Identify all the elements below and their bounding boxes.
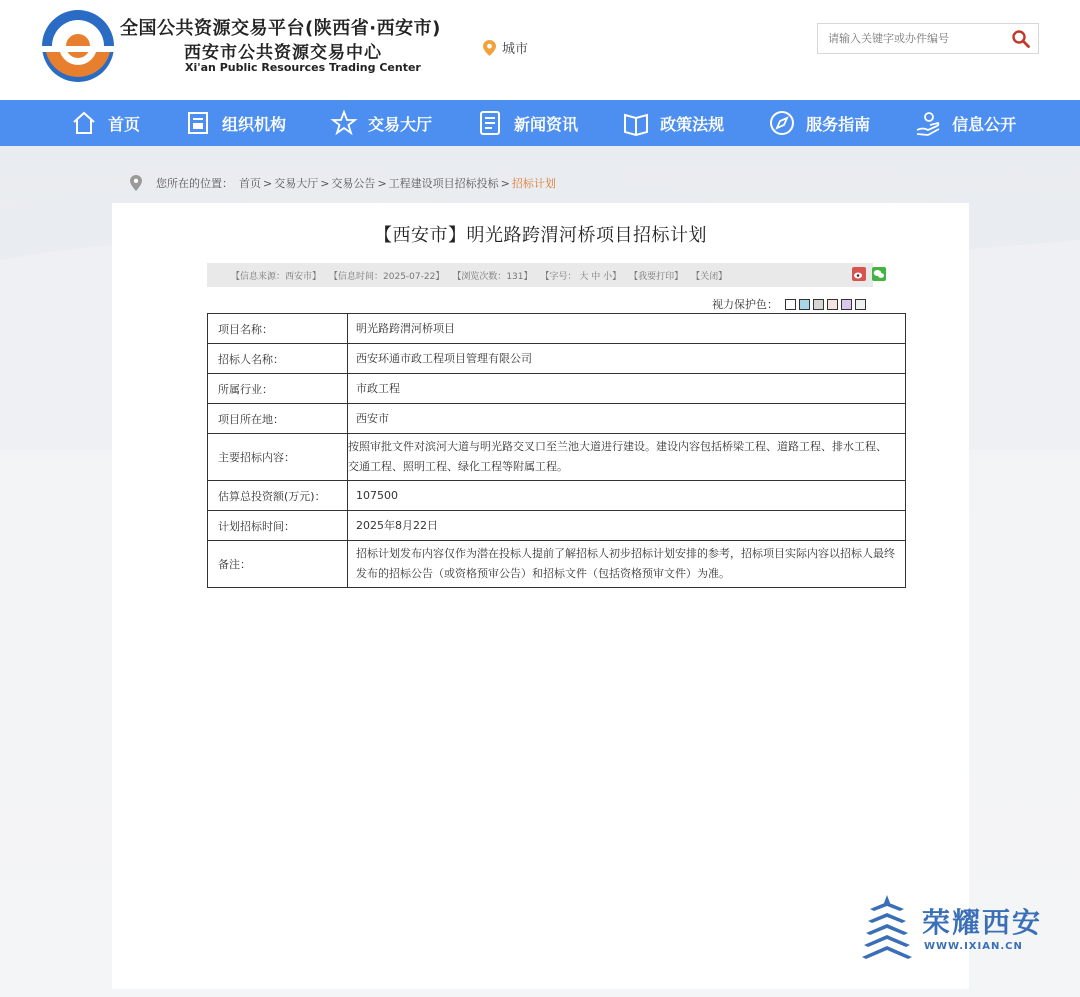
row-key: 主要招标内容： <box>208 434 348 481</box>
meta-source: 【信息来源：西安市】 <box>231 271 322 282</box>
share-icons <box>852 267 886 281</box>
breadcrumb-home[interactable]: 首页 <box>239 177 261 190</box>
nav-item-hall[interactable] <box>330 109 432 137</box>
row-key: 备注： <box>208 541 348 588</box>
nav-item-news[interactable] <box>476 109 578 137</box>
search-button[interactable] <box>1004 24 1038 53</box>
article-title: 【西安市】明光路跨渭河桥项目招标计划 <box>374 225 707 246</box>
table-row <box>208 374 906 404</box>
table-row <box>208 541 906 588</box>
table-row <box>208 511 906 541</box>
row-value: 西安环通市政工程项目管理有限公司 <box>348 344 906 374</box>
weibo-share-icon[interactable] <box>852 267 866 281</box>
compass-icon <box>768 109 796 137</box>
font-size-switch[interactable]: 【字号： 大 中 小】 <box>540 271 622 282</box>
site-title: 全国公共资源交易平台(陕西省·西安市) <box>120 18 441 39</box>
table-row <box>208 481 906 511</box>
table-row <box>208 314 906 344</box>
breadcrumb-tender[interactable]: 工程建设项目招标投标 <box>388 177 499 190</box>
row-key: 所属行业： <box>208 374 348 404</box>
table-row <box>208 344 906 374</box>
book-icon <box>622 109 650 137</box>
nav-label: 交易大厅 <box>368 114 433 134</box>
row-value: 2025年8月22日 <box>348 511 906 541</box>
breadcrumb-current[interactable]: 招标计划 <box>511 177 556 190</box>
content-panel <box>112 203 969 989</box>
hall-icon <box>330 109 358 137</box>
breadcrumb-prefix: 您所在的位置： <box>156 177 233 190</box>
nav-label: 信息公开 <box>952 114 1017 134</box>
city-selector[interactable] <box>483 38 528 57</box>
row-key: 招标人名称： <box>208 344 348 374</box>
row-key: 项目所在地： <box>208 404 348 434</box>
breadcrumb: 您所在的位置： 首页 > 交易大厅 > 交易公告 > 工程建设项目招标投标 > 招标计划 <box>130 175 556 191</box>
eye-color-swatch[interactable] <box>785 299 796 310</box>
search-input[interactable] <box>818 24 1004 53</box>
meta-views: 【浏览次数：131】 <box>452 271 533 282</box>
eye-color-swatch[interactable] <box>841 299 852 310</box>
city-label: 城市 <box>502 42 529 57</box>
eye-color-swatch[interactable] <box>827 299 838 310</box>
home-icon <box>70 109 98 137</box>
row-value: 按照审批文件对滨河大道与明光路交叉口至兰池大道进行建设。建设内容包括桥梁工程、道路工程、排水工程、交通工程、照明工程、绿化工程等附属工程。 <box>348 434 906 481</box>
watermark-text: 荣耀西安 <box>922 906 1043 939</box>
meta-time: 【信息时间：2025-07-22】 <box>329 271 445 282</box>
eye-protect-label: 视力保护色： <box>712 298 778 311</box>
org-icon <box>184 109 212 137</box>
row-key: 项目名称： <box>208 314 348 344</box>
nav-item-disclosure[interactable] <box>914 109 1016 137</box>
location-pin-icon <box>130 175 142 191</box>
row-key: 计划招标时间： <box>208 511 348 541</box>
nav-item-org[interactable] <box>184 109 286 137</box>
site-header <box>0 0 1080 100</box>
close-link[interactable]: 【关闭】 <box>691 271 728 282</box>
nav-label: 首页 <box>108 114 141 134</box>
location-pin-icon <box>483 40 496 56</box>
platform-logo-icon[interactable] <box>40 8 116 84</box>
eye-color-swatch[interactable] <box>855 299 866 310</box>
breadcrumb-announcement[interactable]: 交易公告 <box>331 177 376 190</box>
print-link[interactable]: 【我要打印】 <box>629 271 684 282</box>
pagoda-logo-icon <box>862 893 912 961</box>
site-subtitle: 西安市公共资源交易中心 <box>184 43 382 63</box>
row-key: 估算总投资额(万元)： <box>208 481 348 511</box>
nav-label: 组织机构 <box>222 114 287 134</box>
eye-color-swatch[interactable] <box>799 299 810 310</box>
breadcrumb-hall[interactable]: 交易大厅 <box>274 177 319 190</box>
nav-item-policy[interactable] <box>622 109 724 137</box>
wechat-share-icon[interactable] <box>872 267 886 281</box>
project-info-table <box>207 313 906 588</box>
article-meta-bar <box>207 263 873 287</box>
hand-icon <box>914 109 942 137</box>
main-nav <box>0 100 1080 146</box>
search-box <box>817 23 1039 54</box>
row-value: 市政工程 <box>348 374 906 404</box>
nav-item-guide[interactable] <box>768 109 870 137</box>
row-value: 明光路跨渭河桥项目 <box>348 314 906 344</box>
table-row <box>208 404 906 434</box>
eye-protect-colors <box>712 296 866 312</box>
row-value: 107500 <box>348 481 906 511</box>
row-value: 招标计划发布内容仅作为潜在投标人提前了解招标人初步招标计划安排的参考，招标项目实际内容以招标人最终发布的招标公告（或资格预审公告）和招标文件（包括资格预审文件）为准。 <box>348 541 906 588</box>
row-value: 西安市 <box>348 404 906 434</box>
search-icon <box>1012 30 1030 48</box>
news-icon <box>476 109 504 137</box>
nav-label: 服务指南 <box>806 114 871 134</box>
nav-item-home[interactable] <box>70 109 140 137</box>
nav-label: 政策法规 <box>660 114 725 134</box>
ixian-watermark <box>862 893 1052 963</box>
nav-label: 新闻资讯 <box>514 114 579 134</box>
table-row <box>208 434 906 481</box>
eye-color-swatch[interactable] <box>813 299 824 310</box>
site-title-english: Xi'an Public Resources Trading Center <box>185 61 421 74</box>
watermark-url: WWW.IXIAN.CN <box>924 941 1023 952</box>
